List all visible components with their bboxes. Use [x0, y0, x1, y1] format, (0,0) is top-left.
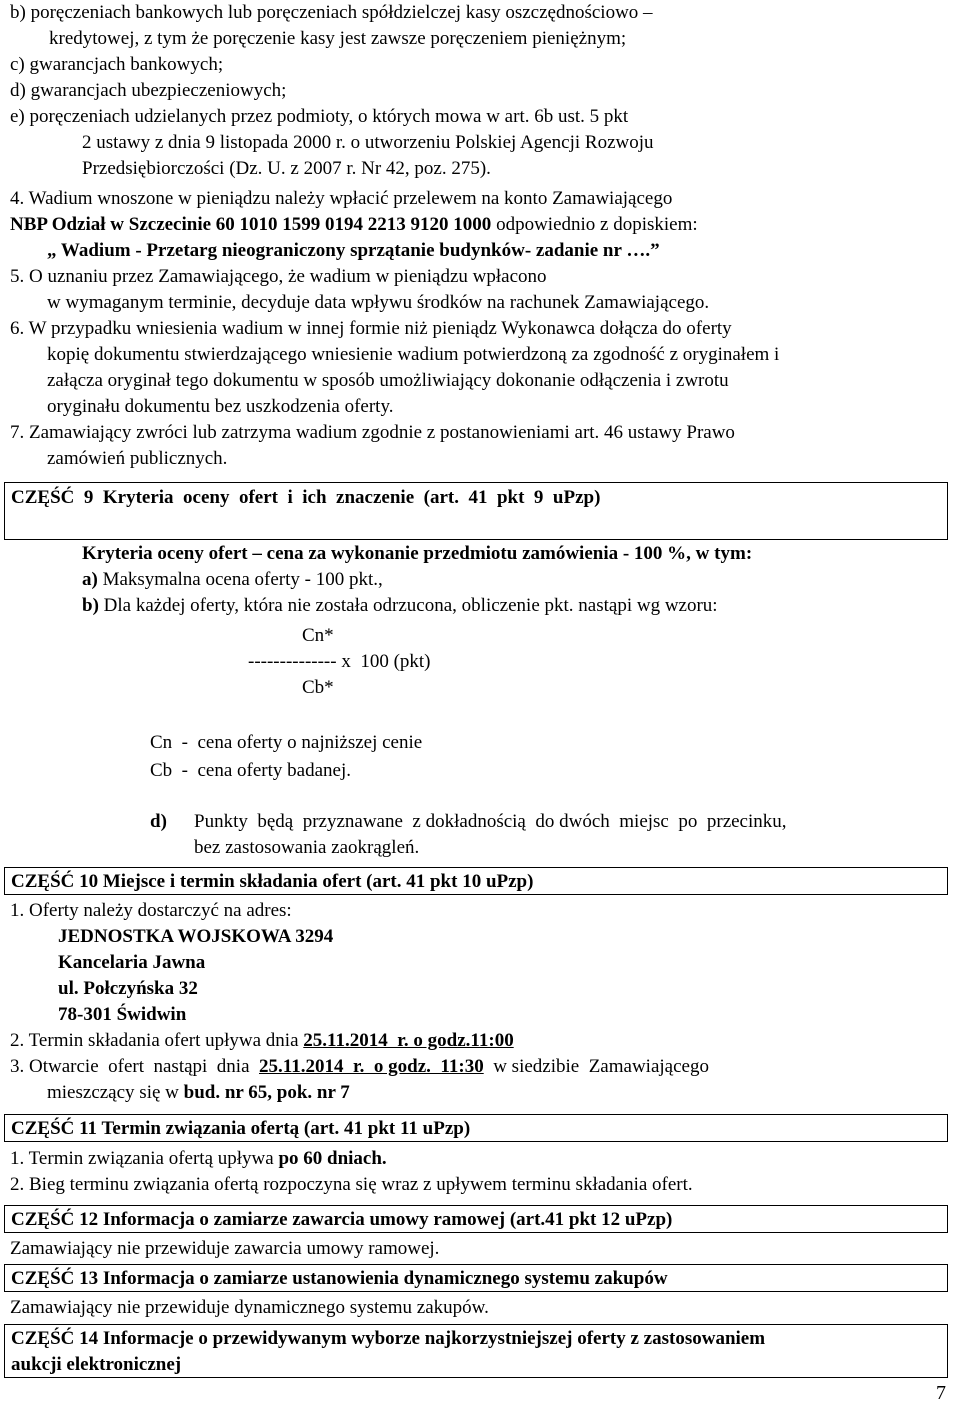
list-item-d: d) gwarancjach ubezpieczeniowych; [10, 80, 287, 101]
part10-header: CZĘŚĆ 10 Miejsce i termin składania ofert (art. 41 pkt 10 uPzp) [4, 867, 948, 895]
formula-numerator: Cn* [302, 625, 334, 646]
item6-line1: 6. W przypadku wniesienia wadium w innej formie niż pieniądz Wykonawca dołącza do oferty [10, 318, 732, 339]
item5-line2: w wymaganym terminie, decyduje data wpływu środków na rachunek Zamawiającego. [47, 292, 710, 313]
p11-item1: 1. Termin związania ofertą upływa po 60 dniach. [10, 1148, 387, 1169]
criteria-a: a) Maksymalna ocena oferty - 100 pkt., [82, 569, 383, 590]
address-line-1: JEDNOSTKA WOJSKOWA 3294 [58, 926, 334, 947]
list-item-b-line1: b) poręczeniach bankowych lub poręczeniach spółdzielczej kasy oszczędnościowo – [10, 2, 653, 23]
formula-denominator: Cb* [302, 677, 334, 698]
item7-line2: zamówień publicznych. [47, 448, 228, 469]
deadline-date: 25.11.2014 r. o godz.11:00 [303, 1030, 514, 1051]
item6-line2: kopię dokumentu stwierdzającego wniesienie wadium potwierdzoną za zgodność z oryginałem i [47, 344, 780, 365]
list-item-b-line2: kredytowej, z tym że poręczenie kasy jest zawsze poręczeniem pieniężnym; [49, 28, 627, 49]
part11-body [10, 1146, 946, 1198]
p10-item3: 3. Otwarcie ofert nastąpi dnia 25.11.2014 r. o godz. 11:30 w siedzibie Zamawiającego [10, 1056, 709, 1077]
part10-body [10, 898, 946, 1106]
item7-line1: 7. Zamawiający zwróci lub zatrzyma wadium zgodnie z postanowieniami art. 46 ustawy Prawo [10, 422, 735, 443]
part11-header: CZĘŚĆ 11 Termin związania ofertą (art. 41 pkt 11 uPzp) [4, 1114, 948, 1142]
part13-header: CZĘŚĆ 13 Informacja o zamiarze ustanowienia dynamicznego systemu zakupów [4, 1264, 948, 1292]
p10-item2: 2. Termin składania ofert upływa dnia 25.11.2014 r. o godz.11:00 [10, 1030, 514, 1051]
criteria-b: b) Dla każdej oferty, która nie została odrzucona, obliczenie pkt. nastąpi wg wzoru: [82, 595, 718, 616]
item4-line2: NBP Odział w Szczecinie 60 1010 1599 0194 2213 9120 1000 odpowiednio z dopiskiem: [10, 214, 698, 235]
p10-item3-line2: mieszczący się w bud. nr 65, pok. nr 7 [47, 1082, 350, 1103]
part14-header: CZĘŚĆ 14 Informacje o przewidywanym wyborze najkorzystniejszej oferty z zastosowaniem aukcji elektronicznej [4, 1324, 948, 1378]
page-number: 7 [936, 1382, 946, 1404]
item4-line1: 4. Wadium wnoszone w pieniądzu należy wpłacić przelewem na konto Zamawiającego [10, 188, 673, 209]
list-item-e-line1: e) poręczeniach udzielanych przez podmioty, o których mowa w art. 6b ust. 5 pkt [10, 106, 629, 127]
part12-header: CZĘŚĆ 12 Informacja o zamiarze zawarcia umowy ramowej (art.41 pkt 12 uPzp) [4, 1205, 948, 1233]
legend-cn: Cn - cena oferty o najniższej cenie [150, 732, 423, 753]
item6-line3: załącza oryginał tego dokumentu w sposób umożliwiający dokonanie odłączenia i zwrotu [47, 370, 729, 391]
criteria-title: Kryteria oceny ofert – cena za wykonanie przedmiotu zamówienia - 100 %, w tym: [82, 543, 753, 564]
address-line-4: 78-301 Świdwin [58, 1004, 187, 1025]
part9-header: CZĘŚĆ 9 Kryteria oceny ofert i ich znaczenie (art. 41 pkt 9 uPzp) [4, 482, 948, 540]
wadium-items [10, 186, 946, 472]
list-item-c: c) gwarancjach bankowych; [10, 54, 224, 75]
list-item-e-line3: Przedsiębiorczości (Dz. U. z 2007 r. Nr 42, poz. 275). [82, 158, 491, 179]
address-line-2: Kancelaria Jawna [58, 952, 206, 973]
criteria-section [82, 541, 948, 619]
bank-account: NBP Odział w Szczecinie 60 1010 1599 0194 2213 9120 1000 [10, 214, 492, 235]
opening-date: 25.11.2014 r. o godz. 11:30 [259, 1056, 484, 1077]
legend-cb: Cb - cena oferty badanej. [150, 760, 351, 781]
item6-line4: oryginału dokumentu bez uszkodzenia oferty. [47, 396, 394, 417]
p10-item1: 1. Oferty należy dostarczyć na adres: [10, 900, 292, 921]
p13-text: Zamawiający nie przewiduje dynamicznego systemu zakupów. [10, 1297, 489, 1318]
guarantee-list [10, 0, 946, 182]
p11-item2: 2. Bieg terminu związania ofertą rozpoczyna się wraz z upływem terminu składania ofert. [10, 1174, 693, 1195]
item5-line1: 5. O uznaniu przez Zamawiającego, że wadium w pieniądzu wpłacono [10, 266, 547, 287]
list-item-e-line2: 2 ustawy z dnia 9 listopada 2000 r. o utworzeniu Polskiej Agencji Rozwoju [82, 132, 654, 153]
p12-text: Zamawiający nie przewiduje zawarcia umowy ramowej. [10, 1238, 440, 1259]
formula-fraction: -------------- x 100 (pkt) [248, 651, 431, 672]
address-line-3: ul. Połczyńska 32 [58, 978, 198, 999]
item4-line3: „ Wadium - Przetarg nieograniczony sprzątanie budynków- zadanie nr ….” [47, 240, 660, 261]
criteria-d: d) Punkty będą przyznawane z dokładnością do dwóch miejsc po przecinku, bez zastosowania zaokrągleń. [150, 811, 787, 858]
